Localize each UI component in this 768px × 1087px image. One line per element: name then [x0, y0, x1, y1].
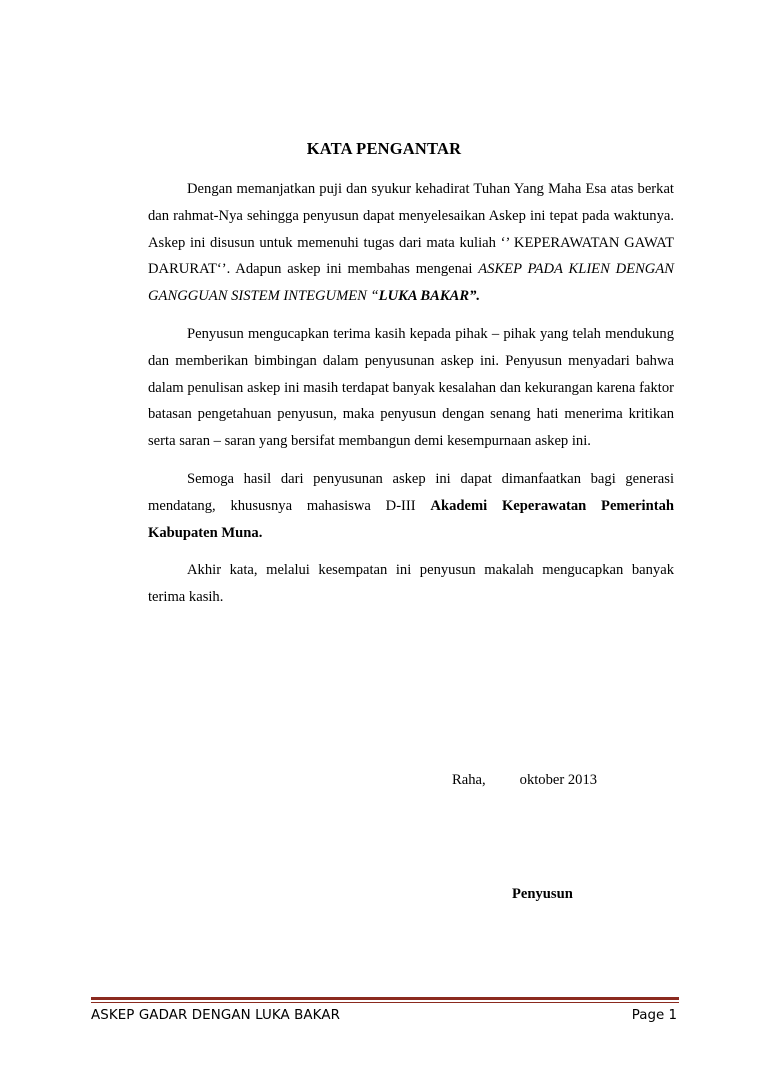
paragraph-3	[148, 466, 674, 546]
page-title: KATA PENGANTAR	[306, 139, 462, 158]
footer-page-number: Page 1	[631, 1008, 677, 1023]
paragraph-1	[148, 176, 674, 310]
paragraph-3-text: Semoga hasil dari penyusunan askep ini dapat dimanfaatkan bagi generasi mendatang, khususnya mahasiswa D-III	[148, 470, 674, 514]
footer-divider	[91, 997, 679, 1000]
paragraph-1-italic-text: ASKEP PADA KLIEN DENGAN GANGGUAN SISTEM INTEGUMEN “	[148, 261, 674, 305]
paragraph-1-bold-italic-text: LUKA BAKAR”.	[378, 288, 481, 305]
paragraph-2: Penyusun mengucapkan terima kasih kepada pihak – pihak yang telah mendukung dan memberikan bimbingan dalam penyusunan askep ini. Penyusun menyadari bahwa dalam penulisan askep ini masih terdapat banyak kesalahan dan kekurangan karena faktor batasan pengetahuan penyusun, maka penyusun dengan senang hati menerima kritikan serta saran – saran yang bersifat membangun demi kesempurnaan askep ini.	[148, 325, 674, 450]
closing-place: Raha,	[452, 772, 486, 788]
closing-place-date	[452, 772, 597, 789]
closing-date: oktober 2013	[519, 772, 598, 788]
paragraph-3-bold-text: Akademi Keperawatan Pemerintah Kabupaten Muna.	[148, 497, 674, 541]
paragraph-1-text: Dengan memanjatkan puji dan syukur kehadirat Tuhan Yang Maha Esa atas berkat dan rahmat-Nya sehingga penyusun dapat menyelesaikan Askep ini tepat pada waktunya. Askep ini disusun untuk memenuhi tugas dari mata kuliah ‘’ KEPERAWATAN GAWAT DARURAT‘’. Adapun askep ini membahas mengenai	[148, 181, 674, 278]
footer-divider-thin	[91, 1002, 679, 1003]
signer-name: Penyusun	[512, 886, 573, 902]
document-body	[148, 176, 674, 622]
footer-document-title: ASKEP GADAR DENGAN LUKA BAKAR	[91, 1008, 340, 1023]
paragraph-4: Akhir kata, melalui kesempatan ini penyusun makalah mengucapkan banyak terima kasih.	[148, 562, 674, 606]
